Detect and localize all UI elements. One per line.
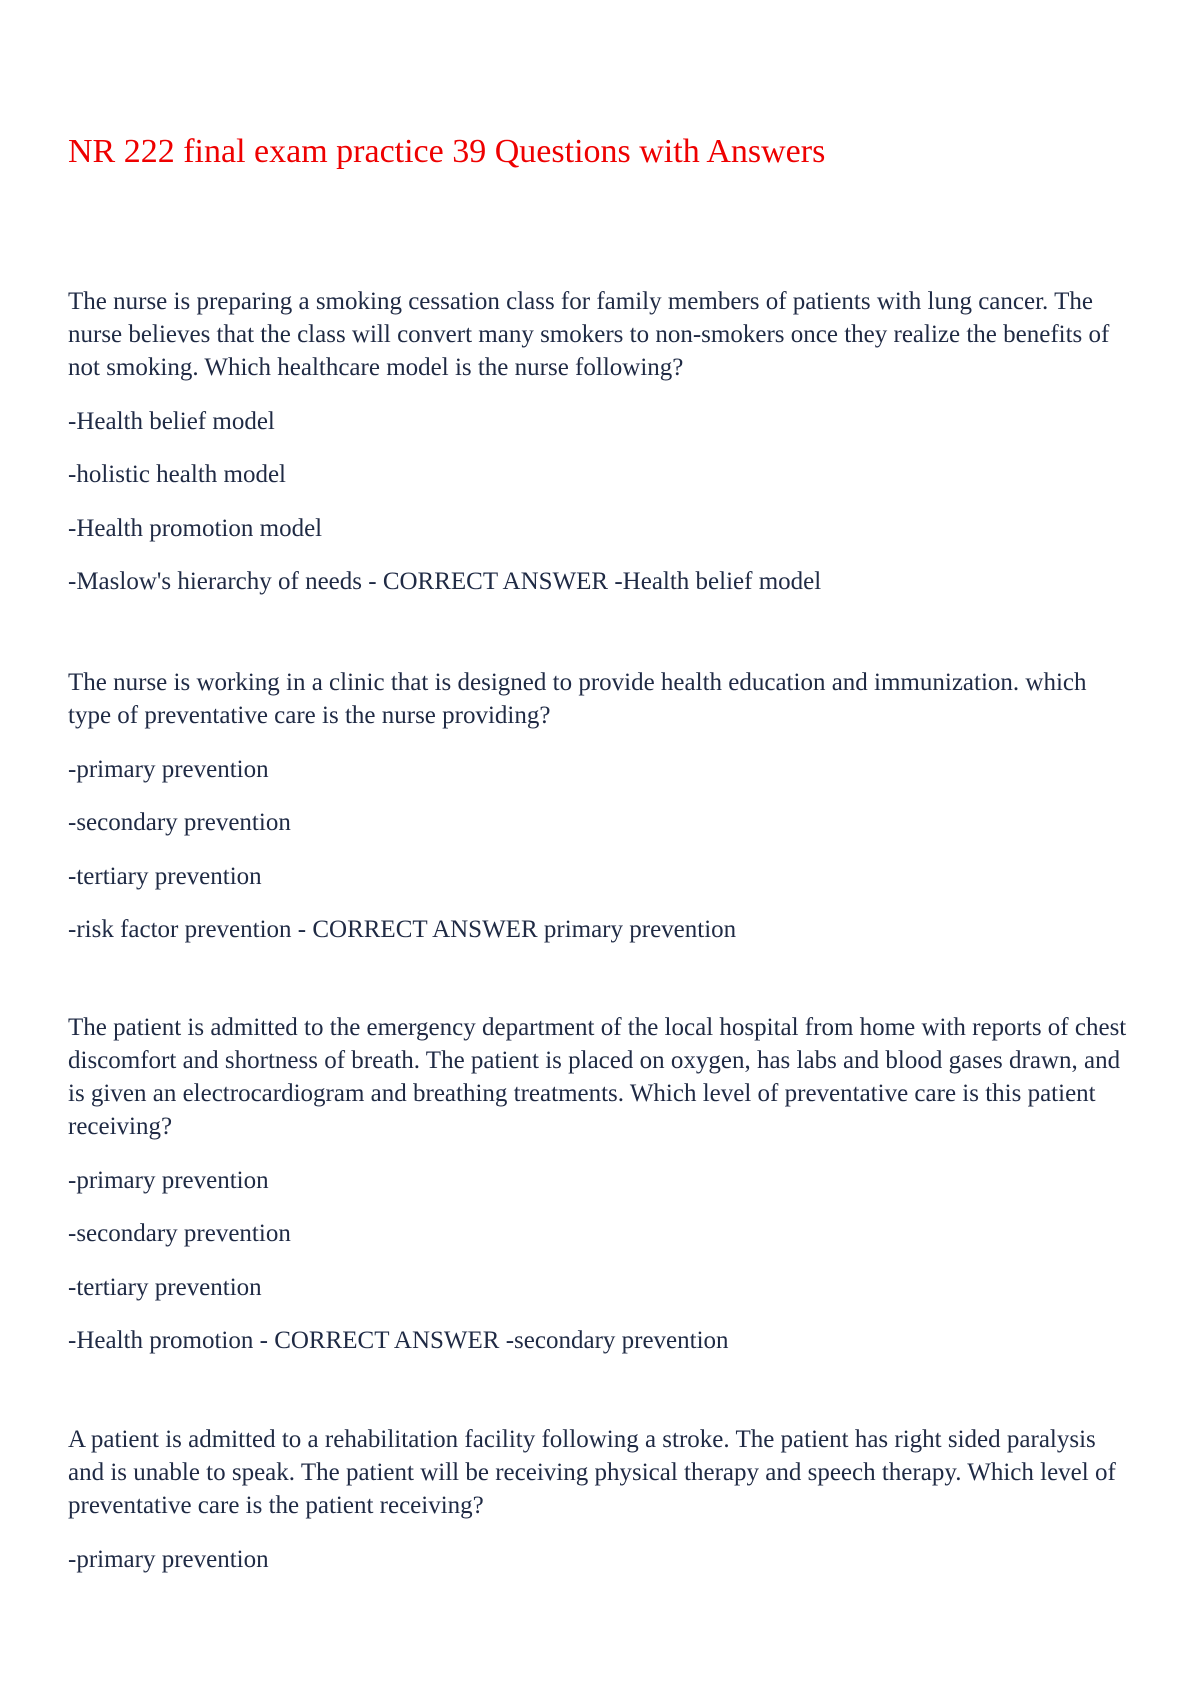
question-stem: The nurse is preparing a smoking cessation class for family members of patients with lung cancer. The nurse believes that the class will convert many smokers to non-smokers once they realize the benefits of not smoking. Which healthcare model is the nurse following? [68, 288, 1110, 381]
question-block [68, 285, 1128, 598]
answer-option: -secondary prevention [68, 809, 291, 836]
answer-option: -primary prevention [68, 1545, 269, 1573]
question-stem: The patient is admitted to the emergency department of the local hospital from home with reports of chest discomfort and shortness of breath. The patient is placed on oxygen, has labs and blood gases drawn, and is given an electrocardiogram and breathing treatments. Which level of preventative care is this patient receiving? [68, 1014, 1127, 1140]
question-block [68, 1011, 1128, 1357]
answer-option: -primary prevention [68, 1166, 269, 1194]
answer-option-with-correct-answer: -Health promotion - CORRECT ANSWER -secondary prevention [68, 1327, 729, 1354]
answer-option-with-correct-answer: -risk factor prevention - CORRECT ANSWER primary prevention [68, 916, 737, 943]
answer-option: -tertiary prevention [68, 862, 262, 890]
answer-option: -secondary prevention [68, 1220, 291, 1247]
question-block [68, 1423, 1128, 1576]
answer-option: -primary prevention [68, 755, 269, 783]
answer-option: -Health belief model [68, 407, 275, 435]
answer-option: -tertiary prevention [68, 1273, 262, 1301]
question-stem: A patient is admitted to a rehabilitation facility following a stroke. The patient has right sided paralysis and is unable to speak. The patient will be receiving physical therapy and speech therapy. Which level of preventative care is the patient receiving? [68, 1426, 1116, 1519]
answer-option-with-correct-answer: -Maslow's hierarchy of needs - CORRECT ANSWER -Health belief model [68, 568, 822, 595]
answer-option: -Health promotion model [68, 514, 323, 542]
question-stem: The nurse is working in a clinic that is designed to provide health education and immunization. which type of preventative care is the nurse providing? [68, 669, 1087, 729]
page-title: NR 222 final exam practice 39 Questions with Answers [68, 133, 826, 170]
question-block [68, 666, 1128, 946]
answer-option: -holistic health model [68, 461, 287, 488]
